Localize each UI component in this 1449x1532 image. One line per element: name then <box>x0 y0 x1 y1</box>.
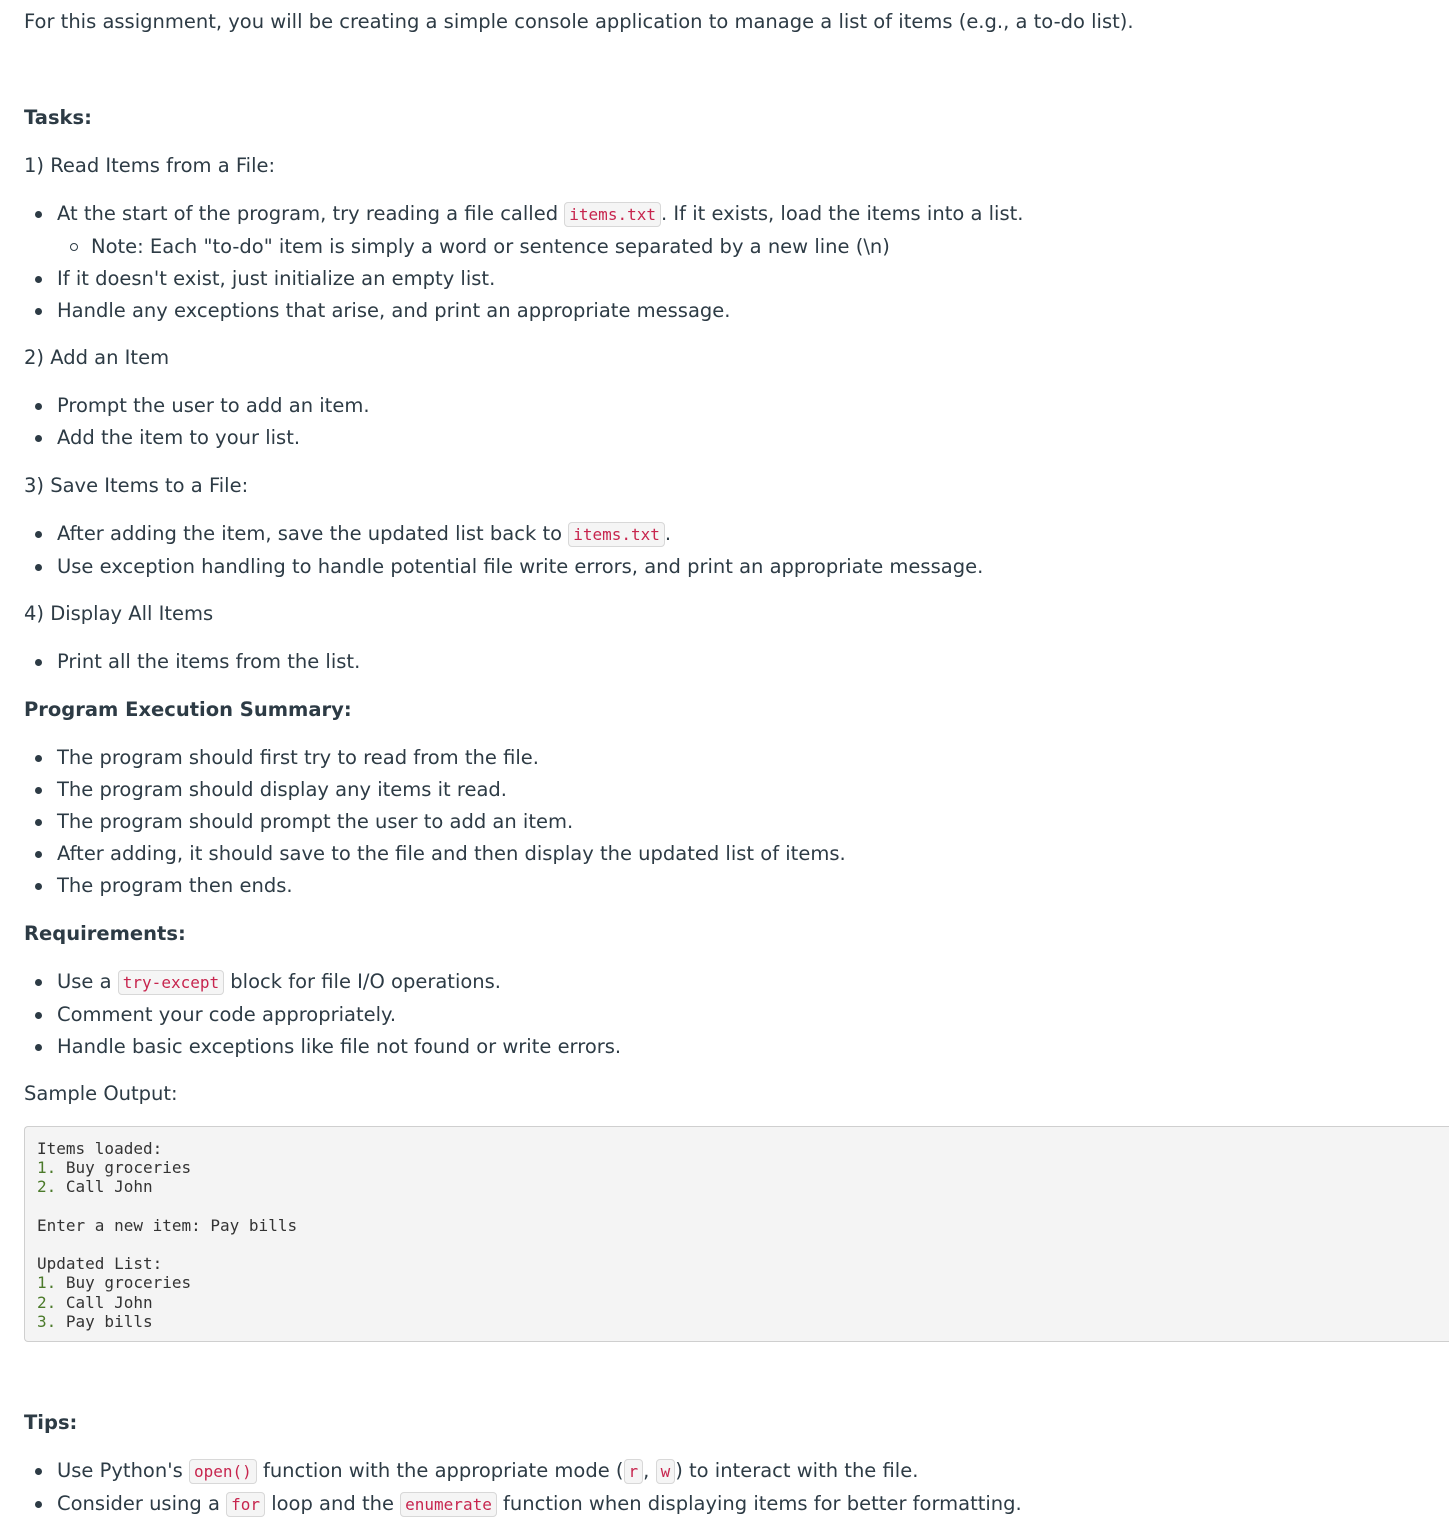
list-item <box>24 1455 1022 1488</box>
inline-code: r <box>624 1459 644 1484</box>
list-item: Print all the items from the list. <box>24 646 360 678</box>
inline-code: w <box>656 1459 676 1484</box>
tasks-heading: Tasks: <box>24 106 92 129</box>
list-item: Use exception handling to handle potential file write errors, and print an appropriate message. <box>24 551 983 583</box>
summary-list <box>24 742 846 902</box>
list-item: After adding, it should save to the file and then display the updated list of items. <box>24 838 846 870</box>
list-item-text: After adding the item, save the updated list back to <box>57 522 569 545</box>
summary-heading: Program Execution Summary: <box>24 698 352 721</box>
list-item <box>24 518 983 551</box>
tips-list <box>24 1455 1022 1521</box>
list-item <box>24 1488 1022 1521</box>
task3-title: 3) Save Items to a File: <box>24 474 249 497</box>
list-item: The program then ends. <box>24 870 846 902</box>
list-item: Handle any exceptions that arise, and print an appropriate message. <box>24 295 1023 327</box>
list-item: The program should display any items it read. <box>24 774 846 806</box>
task4-list <box>24 646 360 678</box>
list-item-text: . If it exists, load the items into a list. <box>660 202 1024 225</box>
code-line: Call John <box>56 1177 153 1197</box>
code-line: Updated List: <box>37 1254 163 1274</box>
inline-code: try-except <box>118 970 224 995</box>
list-item <box>24 966 621 999</box>
sub-list-item: Note: Each "to-do" item is simply a word or sentence separated by a new line (\n) <box>24 231 1023 263</box>
list-item-text: . <box>664 522 672 545</box>
intro-paragraph: For this assignment, you will be creating a simple console application to manage a list of items (e.g., a to-do list). <box>24 10 1134 33</box>
line-number: 2. <box>37 1177 57 1197</box>
tips-heading: Tips: <box>24 1411 78 1434</box>
list-item-text: loop and the <box>265 1492 401 1515</box>
line-number: 1. <box>37 1273 57 1293</box>
inline-code: open() <box>189 1459 257 1484</box>
task2-list <box>24 390 370 454</box>
code-line: Pay bills <box>56 1311 153 1331</box>
list-item-text: function when displaying items for better formatting. <box>496 1492 1022 1515</box>
task4-title: 4) Display All Items <box>24 602 214 625</box>
list-item-text: , <box>643 1459 656 1482</box>
list-item: Comment your code appropriately. <box>24 999 621 1031</box>
requirements-list <box>24 966 621 1063</box>
list-item: Handle basic exceptions like file not found or write errors. <box>24 1031 621 1063</box>
list-item: Prompt the user to add an item. <box>24 390 370 422</box>
line-number: 2. <box>37 1292 57 1312</box>
code-line: Buy groceries <box>56 1273 192 1293</box>
list-item <box>24 198 1023 231</box>
list-item-text: function with the appropriate mode ( <box>256 1459 624 1482</box>
line-number: 3. <box>37 1311 57 1331</box>
list-item: Add the item to your list. <box>24 422 370 454</box>
list-item-text: ) to interact with the file. <box>675 1459 919 1482</box>
task3-list <box>24 518 983 583</box>
list-item-text: Consider using a <box>57 1492 227 1515</box>
task1-list <box>24 198 1023 327</box>
list-item: If it doesn't exist, just initialize an empty list. <box>24 263 1023 295</box>
sample-output-code-block <box>24 1126 1449 1342</box>
inline-code: enumerate <box>400 1492 497 1517</box>
list-item-text: Use a <box>57 970 118 993</box>
code-line: Buy groceries <box>56 1158 192 1178</box>
requirements-heading: Requirements: <box>24 922 186 945</box>
list-item: The program should first try to read from the file. <box>24 742 846 774</box>
list-item-text: block for file I/O operations. <box>224 970 502 993</box>
inline-code: items.txt <box>568 522 665 547</box>
list-item-text: Use Python's <box>57 1459 189 1482</box>
list-item: The program should prompt the user to add an item. <box>24 806 846 838</box>
inline-code: items.txt <box>564 202 661 227</box>
inline-code: for <box>226 1492 265 1517</box>
sample-output-heading: Sample Output: <box>24 1082 178 1105</box>
list-item-text: At the start of the program, try reading a file called <box>57 202 565 225</box>
code-line: Items loaded: <box>37 1139 163 1158</box>
code-line: Call John <box>56 1292 153 1312</box>
task2-title: 2) Add an Item <box>24 346 170 369</box>
task1-title: 1) Read Items from a File: <box>24 154 276 177</box>
line-number: 1. <box>37 1158 57 1178</box>
code-line: Enter a new item: Pay bills <box>37 1215 298 1235</box>
